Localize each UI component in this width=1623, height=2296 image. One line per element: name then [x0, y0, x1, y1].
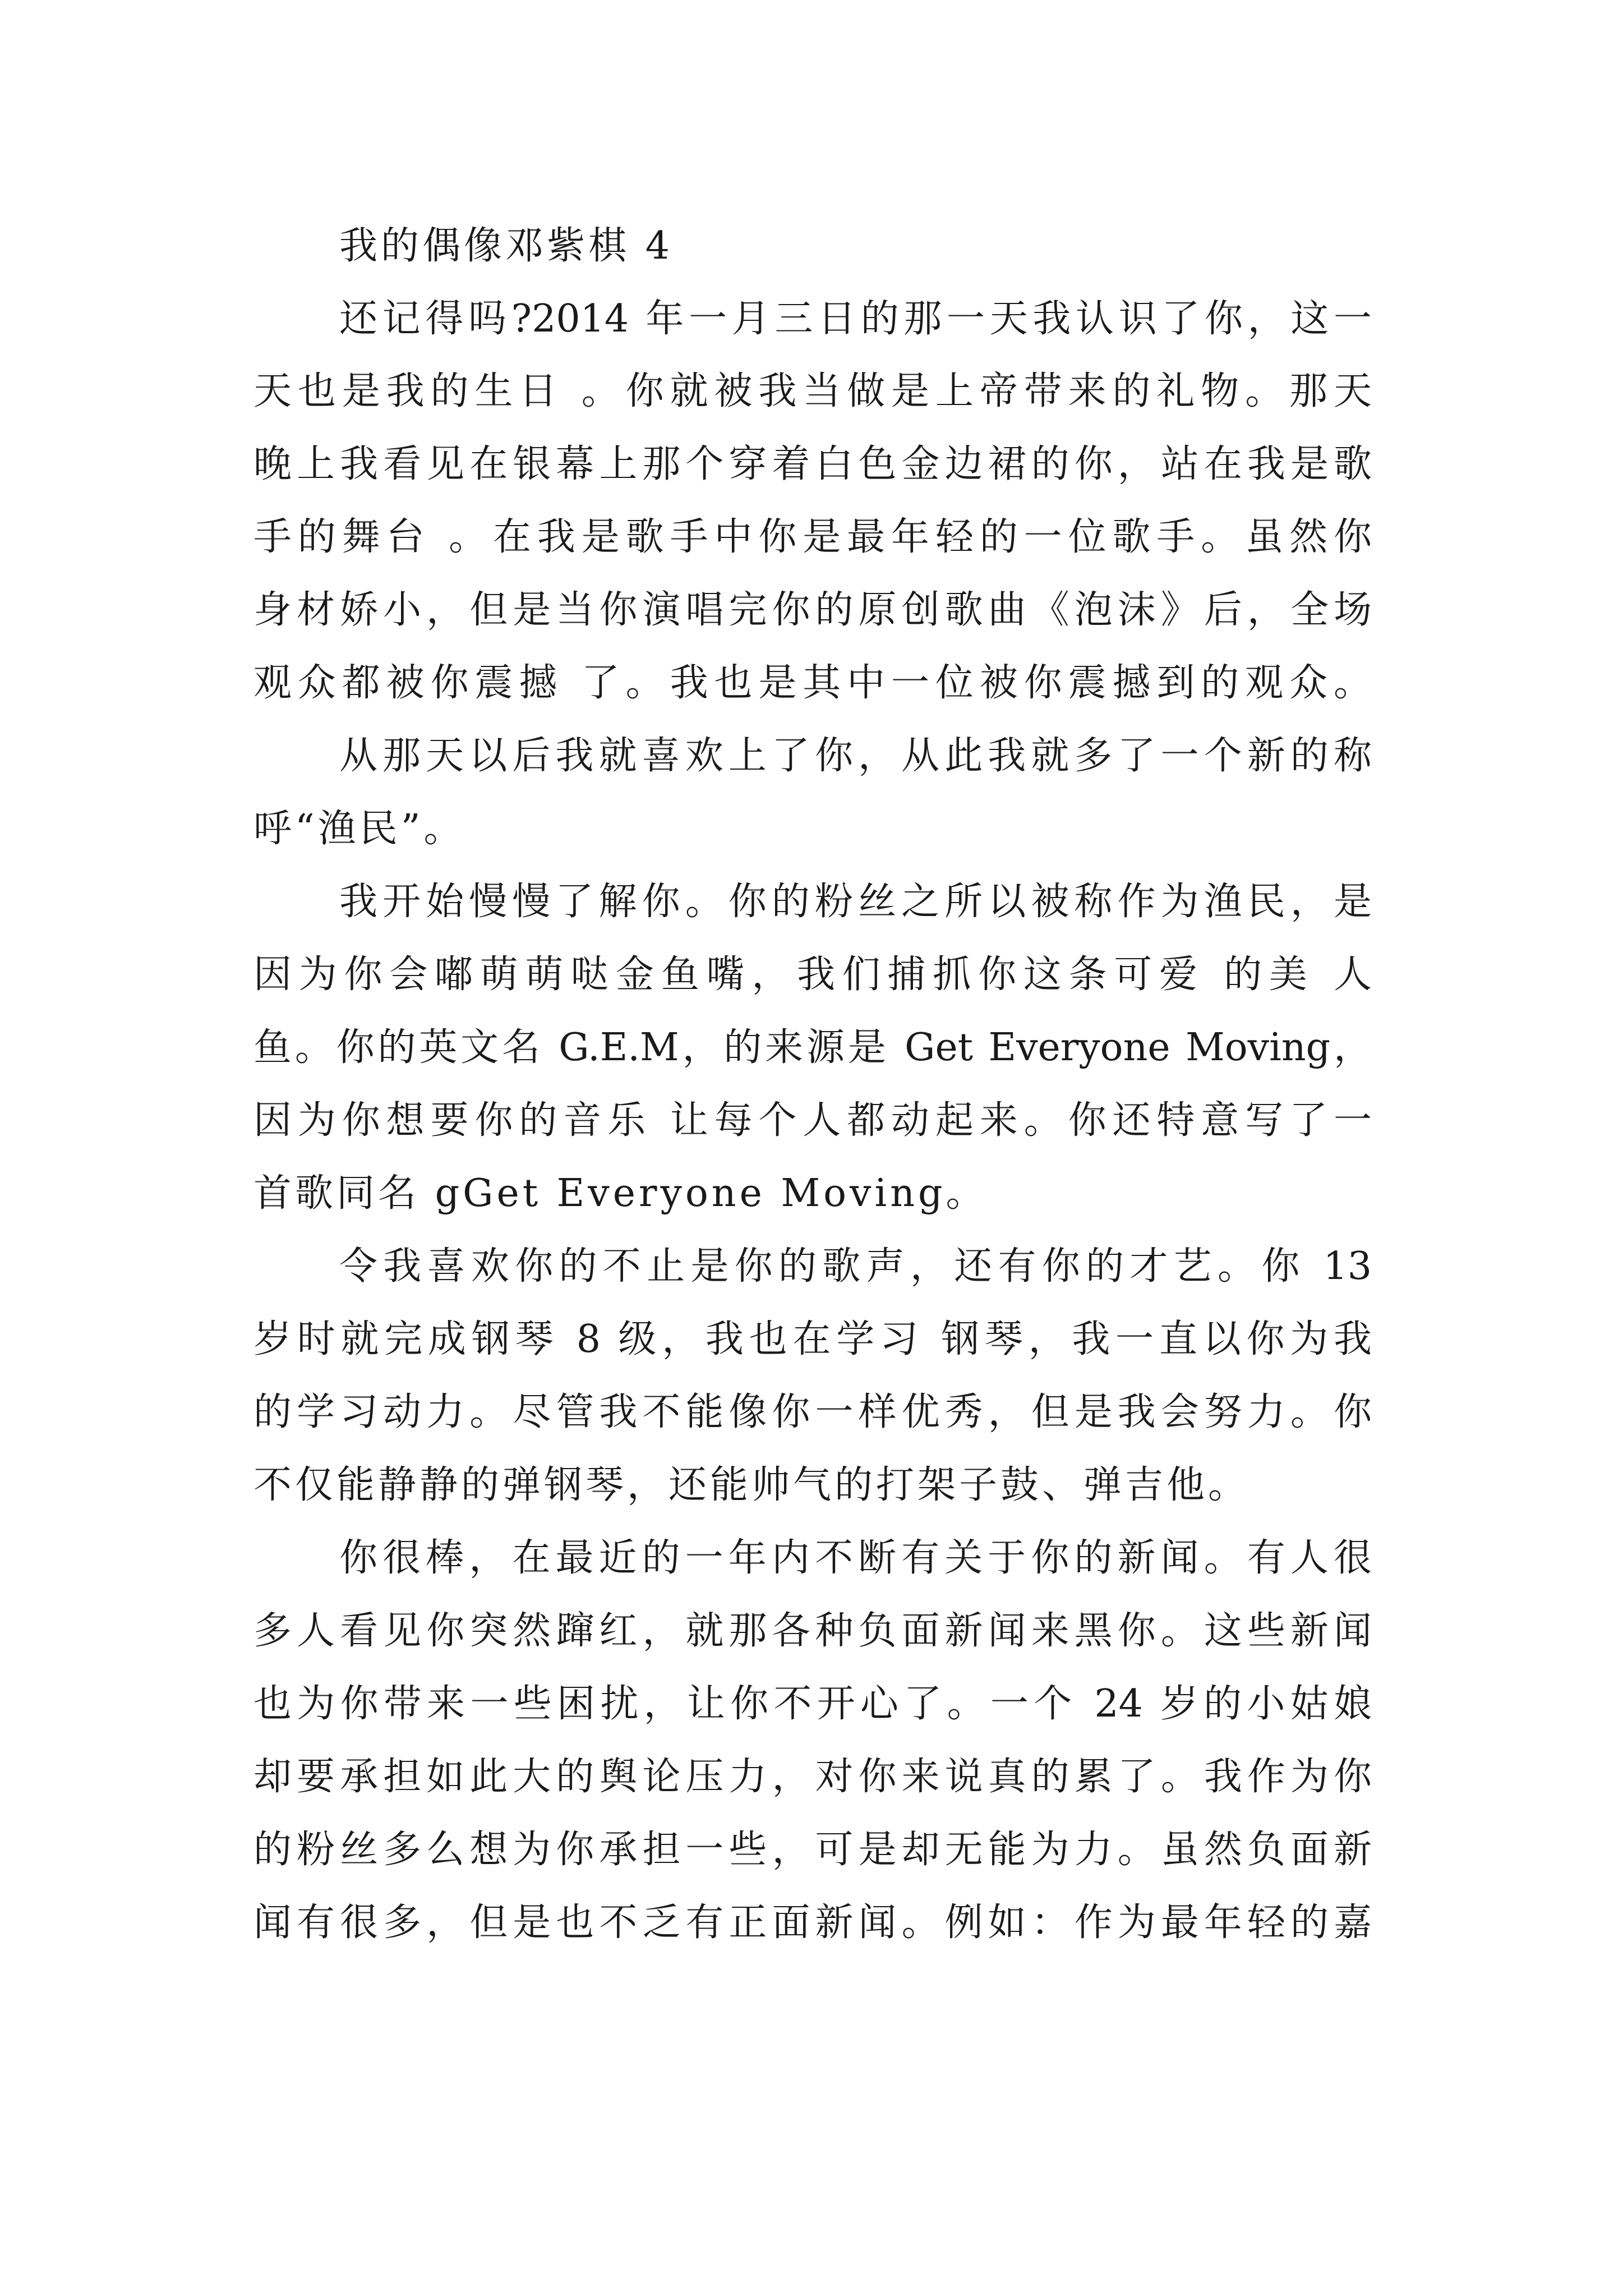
paragraph-line: 却要承担如此大的舆论压力，对你来说真的累了。我作为你	[253, 1755, 1372, 1799]
paragraph-line: 令我喜欢你的不止是你的歌声，还有你的才艺。你 13	[339, 1244, 1372, 1289]
paragraph-line: 鱼。你的英文名 G.E.M，的来源是 Get Everyone Moving，	[253, 1025, 1372, 1070]
paragraph-line: 多人看见你突然蹿红，就那各种负面新闻来黑你。这些新闻	[253, 1609, 1372, 1653]
paragraph-line: 天也是我的生日 。你就被我当做是上帝带来的礼物。那天	[253, 369, 1372, 413]
document-title: 我的偶像邓紫棋 4	[339, 224, 673, 268]
paragraph-line: 手的舞台 。在我是歌手中你是最年轻的一位歌手。虽然你	[253, 515, 1372, 559]
paragraph-line: 的学习动力。尽管我不能像你一样优秀，但是我会努力。你	[253, 1390, 1372, 1434]
paragraph-line: 还记得吗?2014 年一月三日的那一天我认识了你，这一	[339, 297, 1372, 341]
paragraph-line: 身材娇小，但是当你演唱完你的原创歌曲《泡沫》后，全场	[253, 588, 1372, 632]
paragraph-line: 不仅能静静的弹钢琴，还能帅气的打架子鼓、弹吉他。	[253, 1463, 1250, 1507]
paragraph-line: 观众都被你震撼 了。我也是其中一位被你震撼到的观众。	[253, 661, 1372, 705]
paragraph-line: 晚上我看见在银幕上那个穿着白色金边裙的你，站在我是歌	[253, 442, 1372, 486]
paragraph-line: 因为你想要你的音乐 让每个人都动起来。你还特意写了一	[253, 1098, 1372, 1143]
paragraph-line: 岁时就完成钢琴 8 级，我也在学习 钢琴，我一直以你为我	[253, 1317, 1372, 1361]
paragraph-line: 闻有很多，但是也不乏有正面新闻。例如：作为最年轻的嘉	[253, 1901, 1372, 1945]
paragraph-line: 也为你带来一些困扰，让你不开心了。一个 24 岁的小姑娘	[253, 1682, 1372, 1726]
paragraph-line: 我开始慢慢了解你。你的粉丝之所以被称作为渔民，是	[339, 880, 1372, 924]
paragraph-line: 呼“渔民”。	[253, 807, 465, 851]
paragraph-line: 你很棒，在最近的一年内不断有关于你的新闻。有人很	[339, 1536, 1372, 1580]
paragraph-line: 因为你会嘟萌萌哒金鱼嘴，我们捕抓你这条可爱 的美 人	[253, 953, 1372, 997]
paragraph-line: 从那天以后我就喜欢上了你，从此我就多了一个新的称	[339, 734, 1372, 778]
paragraph-line: 的粉丝多么想为你承担一些，可是却无能为力。虽然负面新	[253, 1828, 1372, 1872]
paragraph-line: 首歌同名 gGet Everyone Moving。	[253, 1171, 988, 1216]
